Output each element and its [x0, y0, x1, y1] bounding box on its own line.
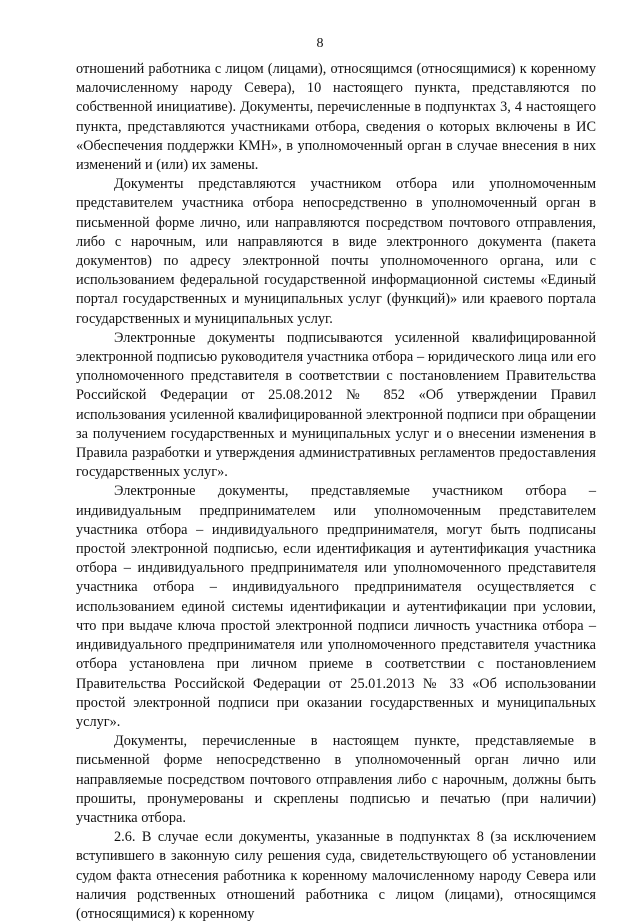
paragraph-section-2-6: 2.6. В случае если документы, указанные в подпунктах 8 (за исключением вступившего в законную силу решения суда, свидетельствующего об установлении судом факта отнесения работника к коренному малочисленному народу Севера или наличия родственных отношений работника с лицом (лицами), относящимся (относящимися) к коренному: [76, 829, 596, 922]
paragraph-simple-signature: Электронные документы, представляемые участником отбора – индивидуальным предпринимателем или уполномоченным представителем участника отбора – индивидуального предпринимателя, могут быть подписаны простой электронной подписью, если идентификация и аутентификация участника отбора – индивидуального предпринимателя или уполномоченного представителя участника отбора – индивидуального предпринимателя осуществляется с использованием единой системы идентификации и аутентификации при условии, что при выдаче ключа простой электронной подписи личность участника отбора – индивидуального предпринимателя или уполномоченного представителя участника отбора установлена при личном приеме в соответствии с постановлением Правительства Российской Федерации от 25.01.2013 № 33 «Об использовании простой электронной подписи при оказании государственных и муниципальных услуг».: [76, 483, 596, 730]
paragraph-paper-documents: Документы, перечисленные в настоящем пункте, представляемые в письменной форме непосредственно в уполномоченный орган лично или направляемые посредством почтового отправления либо с нарочным, должны быть прошиты, пронумерованы и скреплены подписью и печатью (при наличии) участника отбора.: [76, 733, 596, 826]
paragraph-submission-methods: Документы представляются участником отбора или уполномоченным представителем участника отбора непосредственно в уполномоченный орган в письменной форме лично, или направляются посредством почтового отправления, либо с нарочным, или направляются в виде электронного документа (пакета документов) по адресу электронной почты уполномоченного органа, или с использованием федеральной государственной информационной системы «Единый портал государственных и муниципальных услуг (функций)» или краевого портала государственных и муниципальных услуг.: [76, 176, 596, 327]
page-number: 8: [316, 36, 324, 51]
paragraph-qualified-signature: Электронные документы подписываются усиленной квалифицированной электронной подписью руководителя участника отбора – юридического лица или его уполномоченного представителя в соответствии с постановлением Правительства Российской Федерации от 25.08.2012 № 852 «Об утверждении Правил использования усиленной квалифицированной электронной подписи при обращении за получением государственных и муниципальных услуг и о внесении изменения в Правила разработки и утверждения административных регламентов предоставления государственных услуг».: [76, 329, 596, 481]
document-body: [76, 60, 596, 924]
paragraph-continuation: отношений работника с лицом (лицами), относящимся (относящимися) к коренному малочисленному народу Севера), 10 настоящего пункта, представляются по собственной инициативе). Документы, перечисленные в подпунктах 3, 4 настоящего пункта, представляются участниками отбора, сведения о которых включены в ИС «Обеспечения поддержки КМН», в уполномоченный орган в случае внесения в них изменений и (или) их замены.: [76, 61, 596, 174]
